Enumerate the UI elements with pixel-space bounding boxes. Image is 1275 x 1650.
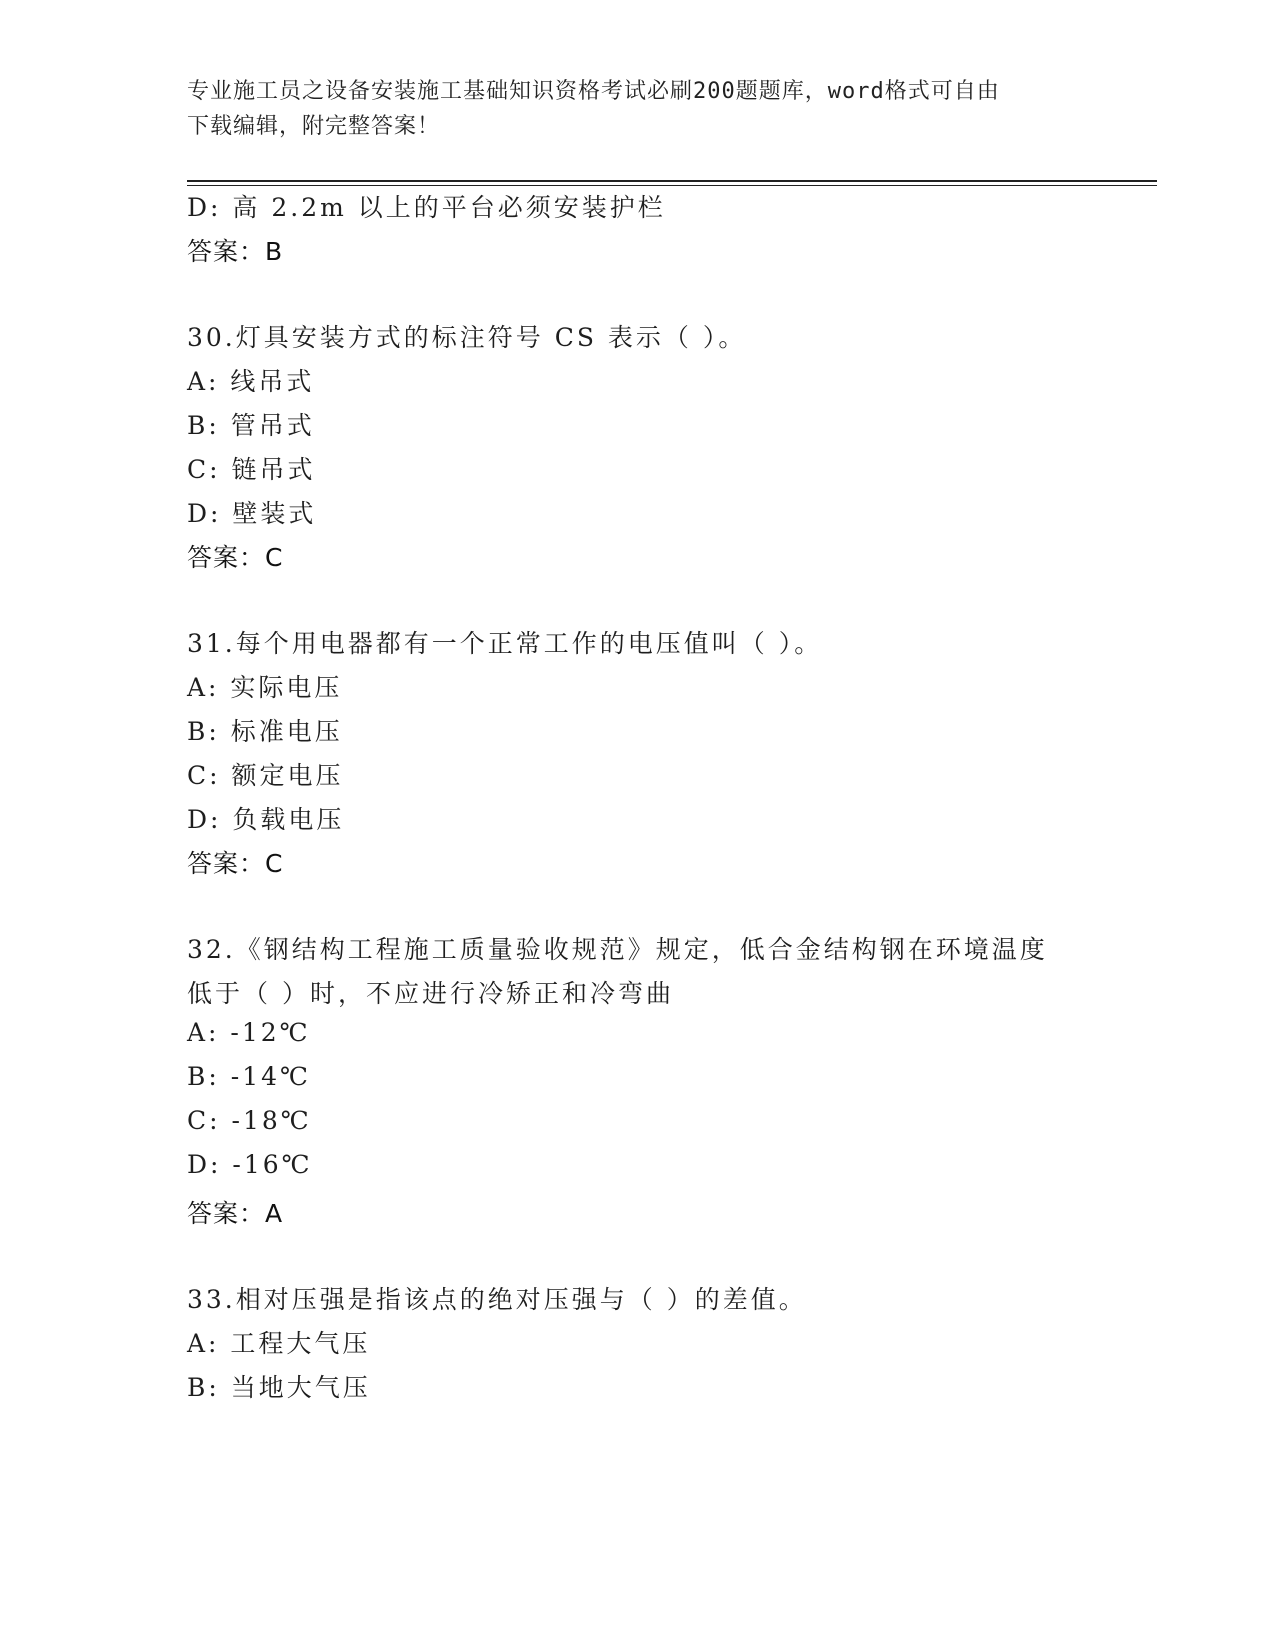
header-rule-thick xyxy=(187,180,1157,182)
q30-option-c: C: 链吊式 xyxy=(187,455,316,484)
q31-stem: 31.每个用电器都有一个正常工作的电压值叫（ ）。 xyxy=(187,629,823,658)
q32-answer: 答案：A xyxy=(187,1199,284,1228)
q32-stem-line-2: 低于（ ）时，不应进行冷矫正和冷弯曲 xyxy=(187,979,674,1008)
q32-option-b: B: -14℃ xyxy=(187,1062,311,1091)
q32-option-c: C: -18℃ xyxy=(187,1106,312,1135)
q31-option-c: C: 额定电压 xyxy=(187,761,344,790)
q30-answer: 答案：C xyxy=(187,543,284,572)
q33-option-b: B: 当地大气压 xyxy=(187,1373,371,1402)
document-header xyxy=(187,74,1087,144)
q32-option-a: A: -12℃ xyxy=(187,1018,311,1047)
q33-stem: 33.相对压强是指该点的绝对压强与（ ）的差值。 xyxy=(187,1285,807,1314)
q30-option-d: D: 壁装式 xyxy=(187,499,317,528)
q33-option-a: A: 工程大气压 xyxy=(187,1329,371,1358)
q31-answer: 答案：C xyxy=(187,849,284,878)
header-line-1: 专业施工员之设备安装施工基础知识资格考试必刷200题题库，word格式可自由 xyxy=(187,79,1000,104)
q30-option-b: B: 管吊式 xyxy=(187,411,315,440)
q32-option-d: D: -16℃ xyxy=(187,1150,313,1179)
q32-stem-line-1: 32.《钢结构工程施工质量验收规范》规定，低合金结构钢在环境温度 xyxy=(187,935,1048,964)
q31-option-b: B: 标准电压 xyxy=(187,717,343,746)
q30-stem: 30.灯具安装方式的标注符号 CS 表示（ ）。 xyxy=(187,323,747,352)
q29-option-d: D: 高 2.2m 以上的平台必须安装护栏 xyxy=(187,193,666,222)
q31-option-d: D: 负载电压 xyxy=(187,805,345,834)
q29-answer: 答案：B xyxy=(187,237,284,266)
header-line-2: 下载编辑，附完整答案！ xyxy=(187,114,441,139)
header-rule-thin xyxy=(187,185,1157,186)
q30-option-a: A: 线吊式 xyxy=(187,367,315,396)
q31-option-a: A: 实际电压 xyxy=(187,673,343,702)
